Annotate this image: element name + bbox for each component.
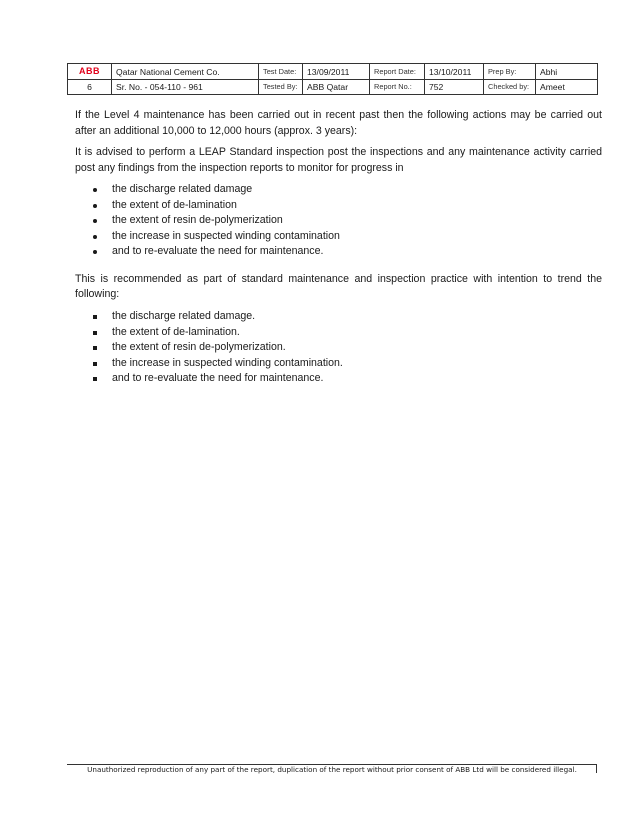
list-item: the increase in suspected winding contamination. <box>75 356 602 372</box>
bullet-square-icon <box>93 377 97 381</box>
monitoring-list <box>75 182 602 260</box>
bullet-dot-icon <box>93 204 97 208</box>
list-item: and to re-evaluate the need for maintenance. <box>75 371 602 387</box>
report-header-table <box>67 63 598 95</box>
checked-by-value: Ameet <box>536 80 598 95</box>
bullet-dot-icon <box>93 219 97 223</box>
bullet-dot-icon <box>93 235 97 239</box>
bullet-square-icon <box>93 362 97 366</box>
list-item: the extent of resin de-polymerization. <box>75 340 602 356</box>
report-no-label: Report No.: <box>370 80 425 95</box>
company-name: Qatar National Cement Co. <box>112 64 259 80</box>
list-item: the discharge related damage <box>75 182 602 198</box>
list-item: and to re-evaluate the need for maintenance. <box>75 244 602 260</box>
trend-list <box>75 309 602 387</box>
checked-by-label: Checked by: <box>484 80 536 95</box>
test-date-label: Test Date: <box>259 64 303 80</box>
bullet-dot-icon <box>93 188 97 192</box>
tested-by-label: Tested By: <box>259 80 303 95</box>
report-no-value: 752 <box>425 80 484 95</box>
prep-by-value: Abhi <box>536 64 598 80</box>
list-item: the extent of de-lamination. <box>75 325 602 341</box>
abb-logo-cell <box>68 64 112 80</box>
page-number: 6 <box>68 80 112 95</box>
list-item: the discharge related damage. <box>75 309 602 325</box>
paragraph-recommendation: This is recommended as part of standard maintenance and inspection practice with intention to trend the following: <box>75 272 602 301</box>
footer-disclaimer: Unauthorized reproduction of any part of the report, duplication of the report without prior consent of ABB Ltd will be considered illegal. <box>87 765 577 774</box>
list-item: the increase in suspected winding contamination <box>75 229 602 245</box>
prep-by-label: Prep By: <box>484 64 536 80</box>
bullet-square-icon <box>93 346 97 350</box>
list-item: the extent of de-lamination <box>75 198 602 214</box>
report-body <box>75 108 602 393</box>
header-row-2 <box>68 80 598 95</box>
bullet-square-icon <box>93 315 97 319</box>
abb-logo: ABB <box>79 66 100 76</box>
paragraph-leap-inspection: It is advised to perform a LEAP Standard inspection post the inspections and any maintenance activity carried post any findings from the inspection reports to monitor for progress in <box>75 146 602 174</box>
bullet-square-icon <box>93 331 97 335</box>
report-date-label: Report Date: <box>370 64 425 80</box>
report-date-value: 13/10/2011 <box>425 64 484 80</box>
test-date-value: 13/09/2011 <box>303 64 370 80</box>
bullet-dot-icon <box>93 250 97 254</box>
paragraph-level4-maintenance: If the Level 4 maintenance has been carried out in recent past then the following actions may be carried out after an additional 10,000 to 12,000 hours (approx. 3 years): <box>75 109 602 137</box>
tested-by-value: ABB Qatar <box>303 80 370 95</box>
list-item: the extent of resin de-polymerization <box>75 213 602 229</box>
header-row-1 <box>68 64 598 80</box>
serial-number: Sr. No. - 054-110 - 961 <box>112 80 259 95</box>
